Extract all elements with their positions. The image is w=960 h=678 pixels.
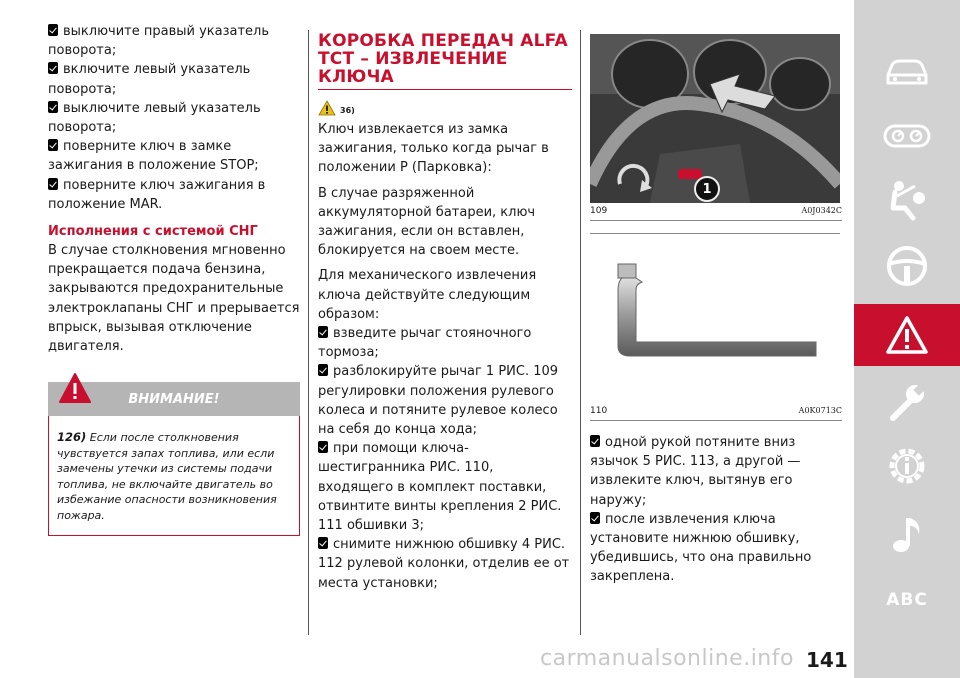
list-item: взведите рычаг стояночного тормоза;	[318, 326, 532, 361]
checkbox-bullet-icon	[590, 435, 600, 447]
list-item: разблокируйте рычаг 1 РИС. 109 регулировки положения рулевого колеса и потяните рулевое колесо на себя до конца хода;	[318, 364, 559, 438]
checkbox-bullet-icon	[48, 139, 58, 151]
list-item: выключите правый указатель поворота;	[48, 24, 270, 59]
figure-caption	[590, 203, 842, 221]
warning-number: 126)	[57, 430, 87, 445]
list-item: выключите левый указатель поворота;	[48, 100, 261, 136]
airbag-seat-icon	[885, 178, 929, 222]
figure-number: 109	[590, 206, 608, 216]
page-title: КОРОБКА ПЕРЕДАЧ ALFA TCT – ИЗВЛЕЧЕНИЕ КЛЮЧА	[318, 32, 572, 90]
checkbox-bullet-icon	[48, 178, 58, 190]
music-note-icon	[887, 512, 927, 556]
list-item: включите левый указатель поворота;	[48, 62, 251, 97]
index-label: ABC	[886, 590, 928, 610]
sidebar-item-multimedia[interactable]	[854, 504, 960, 564]
checkbox-bullet-icon	[318, 441, 328, 453]
middle-column	[318, 22, 572, 593]
figure-code: A0J0342C	[801, 206, 842, 215]
body-paragraph: Для механического извлечения ключа действуйте следующим образом:	[318, 268, 537, 322]
figure-caption	[590, 403, 842, 421]
checkbox-bullet-icon	[318, 537, 328, 549]
checkbox-bullet-icon	[318, 326, 328, 338]
column-divider	[308, 30, 309, 635]
warning-body	[48, 416, 300, 536]
checkbox-bullet-icon	[48, 24, 58, 36]
body-paragraph: В случае столкновения мгновенно прекращается подача бензина, закрываются предохранительные электроклапаны СНГ и прерывается впрыск, вызывая отключение двигателя.	[48, 243, 300, 355]
sidebar-item-emergency[interactable]	[854, 304, 960, 366]
sidebar-item-index[interactable]	[854, 570, 960, 630]
body-paragraph: В случае разряженной аккумуляторной батареи, ключ зажигания, если он вставлен, блокируется на своем месте.	[318, 185, 536, 259]
list-item: одной рукой потяните вниз язычок 5 РИС. 113, а другой — извлеките ключ, вытянув его наружу;	[590, 435, 801, 508]
caution-triangle-icon	[318, 100, 336, 116]
warning-text: Если после столкновения чувствуется запах топлива, или если замечены утечки из системы подачи топлива, не включайте двигатель во избежание опасности возникновения пожара.	[57, 431, 277, 522]
list-item: при помощи ключа-шестигранника РИС. 110, входящего в комплект поставки, отвинтите винты крепления 2 РИС. 111 обшивки 3;	[318, 441, 562, 534]
list-item: поверните ключ зажигания в положение MAR.	[48, 177, 266, 212]
warning-title: ВНИМАНИЕ!	[128, 391, 220, 407]
checkbox-bullet-icon	[590, 512, 600, 524]
checkbox-bullet-icon	[48, 101, 58, 113]
list-item: снимите нижнюю обшивку 4 РИС. 112 рулевой колонки, отделив ее от места установки;	[318, 537, 570, 591]
sidebar-item-driving[interactable]	[854, 236, 960, 296]
sidebar-item-dashboard[interactable]	[854, 106, 960, 166]
page-number: 141	[806, 648, 848, 672]
list-item: поверните ключ в замке зажигания в положение STOP;	[48, 139, 259, 174]
chapter-sidebar	[854, 0, 960, 678]
car-icon	[882, 57, 932, 87]
body-paragraph: Ключ извлекается из замка зажигания, только когда рычаг в положении P (Парковка):	[318, 122, 549, 176]
steering-column-illustration	[590, 34, 840, 203]
dashboard-icon	[882, 121, 932, 151]
checkbox-bullet-icon	[48, 62, 58, 74]
callout-marker: 1	[694, 176, 720, 202]
section-subheading: Исполнения с системой СНГ	[48, 224, 258, 240]
figure-number: 110	[590, 406, 608, 416]
figure-code: A0K0713C	[798, 406, 842, 415]
steering-wheel-icon	[885, 244, 929, 288]
wrench-icon	[885, 380, 929, 424]
warning-header	[48, 382, 300, 416]
sidebar-item-maintenance[interactable]	[854, 372, 960, 432]
list-item: после извлечения ключа установите нижнюю обшивку, убедившись, что она правильно закреплена.	[590, 511, 812, 585]
left-column	[48, 22, 300, 536]
checkbox-bullet-icon	[318, 364, 328, 376]
sidebar-item-safety[interactable]	[854, 170, 960, 230]
figure-steering-column	[590, 34, 840, 203]
figure-hex-key	[590, 233, 840, 403]
right-column	[590, 22, 842, 587]
warning-triangle-icon	[885, 315, 929, 355]
sidebar-item-car[interactable]	[854, 42, 960, 102]
sidebar-item-specs[interactable]	[854, 436, 960, 496]
safety-reference	[318, 100, 572, 116]
gear-info-icon	[885, 444, 929, 488]
watermark: carmanualsonline.info	[540, 646, 794, 671]
hex-key-illustration	[590, 234, 840, 403]
warning-triangle-icon	[58, 372, 92, 404]
reference-number: 36)	[340, 106, 355, 115]
column-divider	[580, 30, 581, 635]
